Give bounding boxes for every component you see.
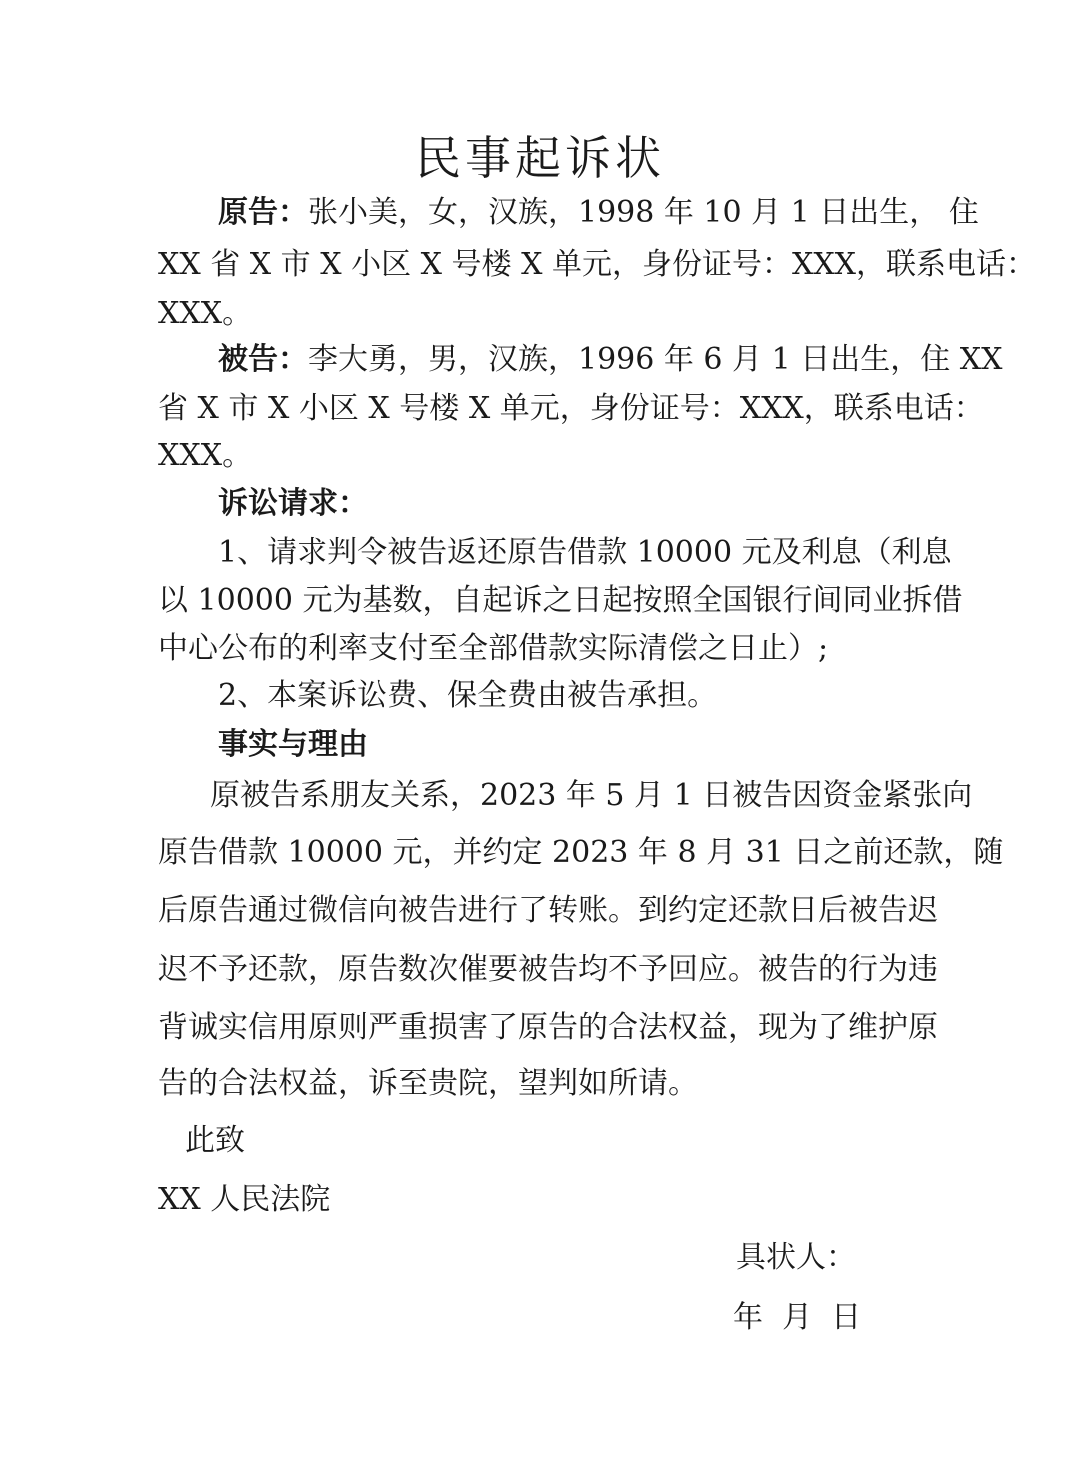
facts-line-2: 原告借款 10000 元，并约定 2023 年 8 月 31 日之前还款，随 <box>158 835 1004 870</box>
claim-1-line-1: 1、请求判令被告返还原告借款 10000 元及利息（利息 <box>218 535 952 570</box>
defendant-label: 被告： <box>218 342 308 377</box>
facts-line-5: 背诚实信用原则严重损害了原告的合法权益，现为了维护原 <box>158 1010 938 1045</box>
facts-line-6: 告的合法权益，诉至贵院，望判如所请。 <box>158 1066 698 1101</box>
claim-1-line-3: 中心公布的利率支付至全部借款实际清偿之日止）; <box>158 631 829 666</box>
signer-label: 具状人： <box>736 1240 856 1275</box>
facts-heading: 事实与理由 <box>218 727 368 762</box>
facts-line-3: 后原告通过微信向被告进行了转账。到约定还款日后被告迟 <box>158 893 938 928</box>
facts-line-1: 原被告系朋友关系，2023 年 5 月 1 日被告因资金紧张向 <box>210 778 973 813</box>
date-line: 年 月 日 <box>733 1300 862 1335</box>
plaintiff-line-3: XXX。 <box>158 296 253 331</box>
claim-2: 2、本案诉讼费、保全费由被告承担。 <box>218 678 718 713</box>
claims-heading: 诉讼请求： <box>218 486 368 521</box>
defendant-line-1 <box>218 340 1003 380</box>
plaintiff-line-1 <box>218 193 979 233</box>
facts-line-4: 迟不予还款，原告数次催要被告均不予回应。被告的行为违 <box>158 952 938 987</box>
plaintiff-line-2: XX 省 X 市 X 小区 X 号楼 X 单元，身份证号：XXX，联系电话： <box>158 247 1037 282</box>
defendant-text-1: 李大勇，男，汉族，1996 年 6 月 1 日出生，住 XX <box>308 342 1003 377</box>
salutation: 此致 <box>185 1123 245 1158</box>
defendant-line-3: XXX。 <box>158 438 253 473</box>
court-name: XX 人民法院 <box>158 1182 331 1217</box>
document-title: 民事起诉状 <box>415 131 665 185</box>
claim-1-line-2: 以 10000 元为基数，自起诉之日起按照全国银行间同业拆借 <box>158 583 963 618</box>
defendant-line-2: 省 X 市 X 小区 X 号楼 X 单元，身份证号：XXX，联系电话： <box>158 391 984 426</box>
plaintiff-label: 原告： <box>218 195 308 230</box>
plaintiff-text-1: 张小美，女，汉族，1998 年 10 月 1 日出生， 住 <box>308 195 979 230</box>
